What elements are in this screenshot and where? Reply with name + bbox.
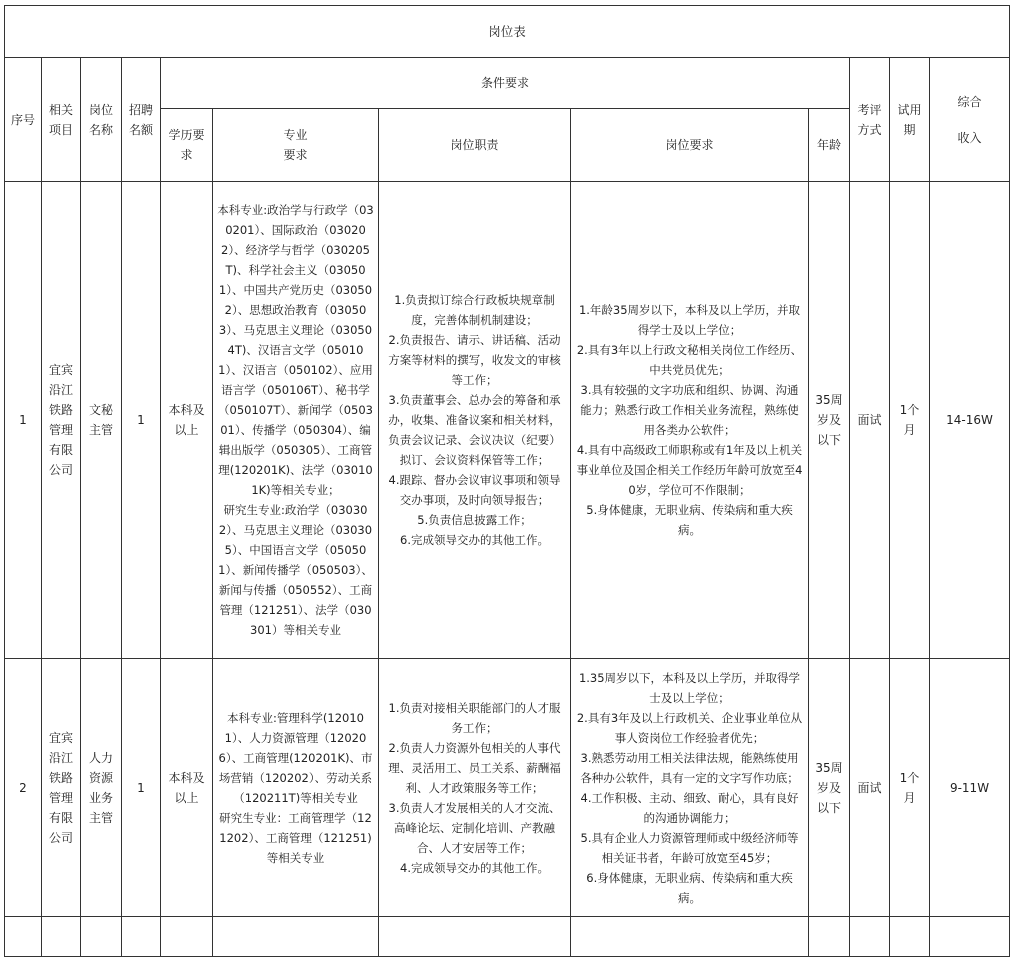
- row-major: [213, 659, 379, 917]
- requirement-item: 4.工作积极、主动、细致、耐心，具有良好的沟通协调能力；: [580, 790, 799, 825]
- major-undergrad: 本科专业:管理科学(120101）、人力资源管理（120206）、工商管理(120201K)、市场营销（120202）、劳动关系（120211T)等相关专业: [218, 710, 373, 805]
- row-requirements: [571, 182, 809, 659]
- row-position: 文秘主管: [81, 182, 122, 659]
- requirement-item: 5.身体健康，无职业病、传染病和重大疾病。: [586, 503, 793, 537]
- row-major: [213, 182, 379, 659]
- row-position: 人力资源业务主管: [81, 659, 122, 917]
- row-education: 本科及以上: [161, 182, 213, 659]
- duty-item: 1.负责对接相关职能部门的人才服务工作；: [388, 700, 561, 735]
- requirement-item: 3.具有较强的文字功底和组织、协调、沟通能力；熟悉行政工作相关业务流程，熟练使用各类办公软件；: [580, 383, 799, 437]
- row-probation: 1个月: [890, 659, 930, 917]
- major-undergrad: 本科专业:政治学与行政学（030201）、国际政治（030202）、经济学与哲学（030205T)、科学社会主义（030501）、中国共产党历史（030502）、思想政治教育（030503）、马克思主义理论（030504T)、汉语言文学（050101）、汉语言（050102）、应用语言学（050106T）、秘书学（050107T）、新闻学（050301）、传播学（050304）、编辑出版学（050305）、工商管理(120201K)、法学（030101K)等相关专业；: [217, 203, 374, 497]
- requirement-item: 3.熟悉劳动用工相关法律法规，能熟练使用各种办公软件，具有一定的文字写作功底；: [580, 750, 799, 785]
- position-table: [4, 5, 1010, 957]
- header-conditions: 条件要求: [161, 58, 850, 109]
- header-major: 专业要求: [213, 109, 379, 182]
- row-quota: 1: [122, 659, 161, 917]
- row-project: 宜宾沿江铁路管理有限公司: [42, 659, 81, 917]
- duty-item: 3.负责董事会、总办会的筹备和承办，收集、准备议案和相关材料，负责会议记录、会议决议（纪要）拟订、会议资料保管等工作；: [388, 393, 561, 467]
- row-assessment: 面试: [850, 659, 890, 917]
- duty-item: 2.负责报告、请示、讲话稿、活动方案等材料的撰写，收发文的审核等工作；: [388, 333, 561, 387]
- title-row: [5, 6, 1010, 58]
- row-index: 2: [5, 659, 42, 917]
- major-graduate: 研究生专业:政治学（030302）、马克思主义理论（030305）、中国语言文学（050501）、新闻传播学（050503）、新闻与传播（050552）、工商管理（121251）、法学（030301）等相关专业: [218, 503, 373, 637]
- table-row: [5, 182, 1010, 659]
- row-requirements: [571, 659, 809, 917]
- row-index: 1: [5, 182, 42, 659]
- requirement-item: 1.35周岁以下，本科及以上学历，并取得学士及以上学位；: [578, 670, 801, 705]
- header-age: 年龄: [809, 109, 850, 182]
- requirement-item: 2.具有3年以上行政文秘相关岗位工作经历、中共党员优先；: [576, 343, 803, 377]
- table-title: 岗位表: [5, 6, 1010, 58]
- major-graduate: 研究生专业：工商管理学（121202）、工商管理（121251)等相关专业: [219, 810, 372, 865]
- header-education: 学历要求: [161, 109, 213, 182]
- header-assessment: 考评方式: [850, 58, 890, 182]
- duty-item: 4.完成领导交办的其他工作。: [400, 860, 549, 875]
- row-quota: 1: [122, 182, 161, 659]
- requirement-item: 6.身体健康，无职业病、传染病和重大疾病。: [586, 870, 793, 905]
- requirement-item: 4.具有中高级政工师职称或有1年及以上机关事业单位及国企相关工作经历年龄可放宽至40岁，学位可不作限制；: [576, 443, 803, 497]
- header-income: 综合收入: [930, 58, 1010, 182]
- duty-item: 1.负责拟订综合行政板块规章制度，完善体制机制建设；: [394, 293, 555, 327]
- header-index: 序号: [5, 58, 42, 182]
- header-requirement: 岗位要求: [571, 109, 809, 182]
- row-age: 35周岁及以下: [809, 182, 850, 659]
- row-probation: 1个月: [890, 182, 930, 659]
- row-age: 35周岁及以下: [809, 659, 850, 917]
- header-position: 岗位名称: [81, 58, 122, 182]
- requirement-item: 5.具有企业人力资源管理师或中级经济师等相关证书者，年龄可放宽至45岁；: [580, 830, 799, 865]
- header-row-1: [5, 58, 1010, 109]
- duty-item: 4.跟踪、督办会议审议事项和领导交办事项，及时向领导报告；: [388, 473, 561, 507]
- header-project: 相关项目: [42, 58, 81, 182]
- header-duty: 岗位职责: [379, 109, 571, 182]
- row-education: 本科及以上: [161, 659, 213, 917]
- table-row-partial: [5, 917, 1010, 957]
- requirement-item: 2.具有3年及以上行政机关、企业事业单位从事人资岗位工作经验者优先；: [576, 710, 803, 745]
- row-duties: [379, 182, 571, 659]
- header-probation: 试用期: [890, 58, 930, 182]
- header-quota: 招聘名额: [122, 58, 161, 182]
- duty-item: 5.负责信息披露工作；: [417, 513, 532, 527]
- table-row: [5, 659, 1010, 917]
- row-income: 9-11W: [930, 659, 1010, 917]
- row-income: 14-16W: [930, 182, 1010, 659]
- requirement-item: 1.年龄35周岁以下，本科及以上学历，并取得学士及以上学位；: [578, 303, 801, 337]
- duty-item: 2.负责人力资源外包相关的人事代理、灵活用工、员工关系、薪酬福利、人才政策服务等工作；: [388, 740, 561, 795]
- duty-item: 3.负责人才发展相关的人才交流、高峰论坛、定制化培训、产教融合、人才安居等工作；: [388, 800, 561, 855]
- duty-item: 6.完成领导交办的其他工作。: [400, 533, 549, 547]
- row-assessment: 面试: [850, 182, 890, 659]
- row-duties: [379, 659, 571, 917]
- row-project: 宜宾沿江铁路管理有限公司: [42, 182, 81, 659]
